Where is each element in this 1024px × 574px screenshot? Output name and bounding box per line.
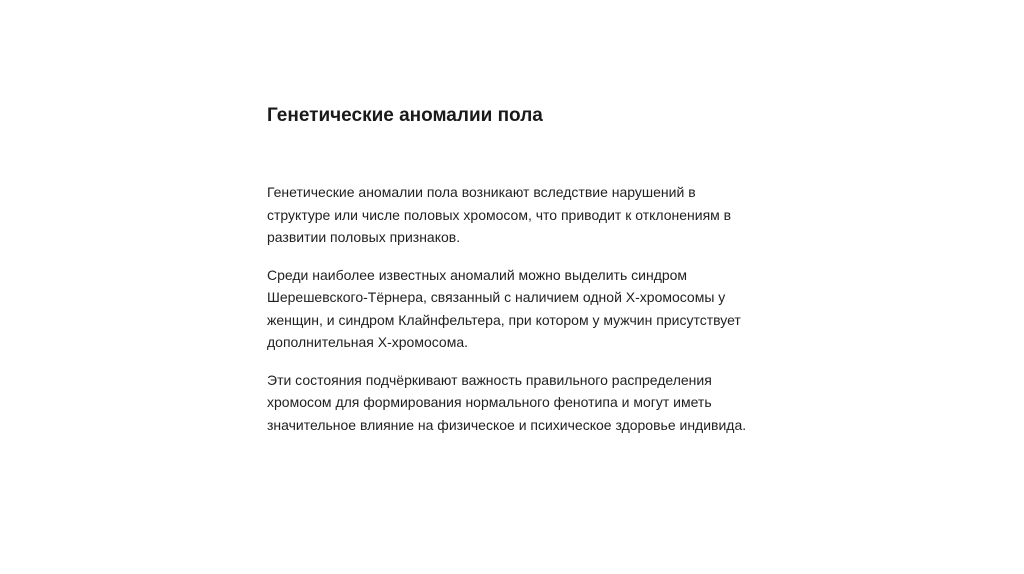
slide-title: Генетические аномалии пола xyxy=(267,105,543,126)
paragraph-line: Среди наиболее известных аномалий можно выделить синдром xyxy=(267,266,688,283)
paragraph-line: женщин, и синдром Клайнфельтера, при котором у мужчин присутствует xyxy=(267,311,741,328)
paragraph-line: развитии половых признаков. xyxy=(267,229,461,245)
paragraph-line: дополнительная X-хромосома. xyxy=(267,334,468,350)
paragraph-3 xyxy=(267,369,767,437)
paragraph-line: хромосом для формирования нормального фенотипа и могут иметь xyxy=(267,394,712,410)
slide-body xyxy=(267,181,767,451)
paragraph-line: Генетические аномалии пола возникают вследствие нарушений в xyxy=(267,184,696,200)
paragraph-line: Шерешевского-Тёрнера, связанный с наличием одной X-хромосомы у xyxy=(267,289,726,305)
paragraph-1 xyxy=(267,181,767,249)
paragraph-line: Эти состояния подчёркивают важность правильного распределения xyxy=(267,371,712,388)
paragraph-2 xyxy=(267,264,767,354)
paragraph-line: структуре или числе половых хромосом, что приводит к отклонениям в xyxy=(267,206,732,223)
paragraph-line: значительное влияние на физическое и психическое здоровье индивида. xyxy=(267,416,747,433)
